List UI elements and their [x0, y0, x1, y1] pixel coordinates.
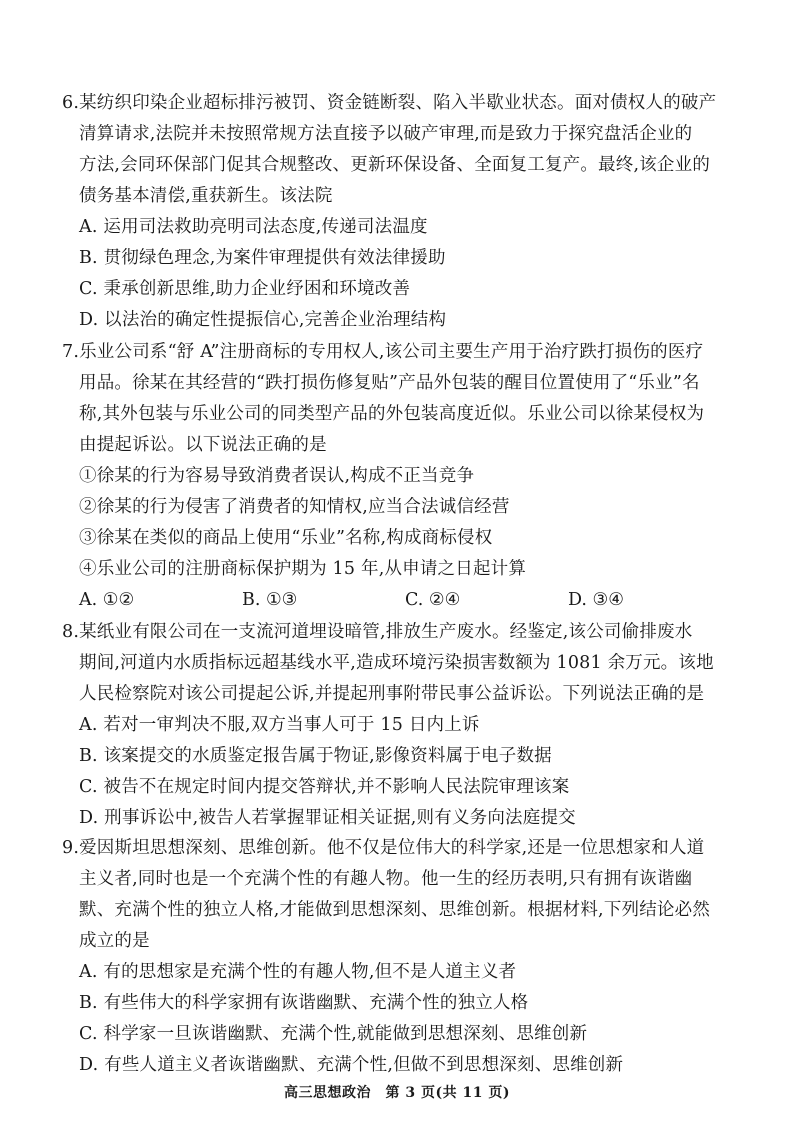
question-7-stem-line: 由提起诉讼。以下说法正确的是	[79, 435, 327, 455]
question-7-statement-4: ④乐业公司的注册商标保护期为 15 年,从申请之日起计算	[79, 559, 527, 579]
question-6-option-a: A. 运用司法救助亮明司法态度,传递司法温度	[79, 217, 428, 237]
question-7-choice-d: D. ③④	[568, 590, 624, 610]
question-9	[62, 833, 732, 1081]
question-7-statement-1: ①徐某的行为容易导致消费者误认,构成不正当竞争	[79, 466, 475, 486]
question-8-option-c: C. 被告不在规定时间内提交答辩状,并不影响人民法院审理该案	[79, 777, 570, 797]
question-8-option-d: D. 刑事诉讼中,被告人若掌握罪证相关证据,则有义务向法庭提交	[79, 808, 576, 828]
question-9-stem-line: 9.爱因斯坦思想深刻、思维创新。他不仅是位伟大的科学家,还是一位思想家和人道	[62, 838, 705, 858]
question-6	[62, 88, 732, 336]
question-9-stem-line: 主义者,同时也是一个充满个性的有趣人物。他一生的经历表明,只有拥有诙谐幽	[79, 869, 693, 889]
question-8-stem-line: 人民检察院对该公司提起公诉,并提起刑事附带民事公益诉讼。下列说法正确的是	[79, 684, 705, 704]
question-7-choice-a: A. ①②	[79, 590, 135, 610]
question-8-option-a: A. 若对一审判决不服,双方当事人可于 15 日内上诉	[79, 715, 480, 735]
question-6-stem-line: 方法,会同环保部门促其合规整改、更新环保设备、全面复工复产。最终,该企业的	[79, 155, 711, 175]
question-7-stem-line: 7.乐业公司系“舒 A”注册商标的专用权人,该公司主要生产用于治疗跌打损伤的医疗	[62, 342, 704, 362]
question-7-choice-b: B. ①③	[242, 590, 298, 610]
page-footer: 高三思想政治 第 3 页(共 11 页)	[284, 1085, 510, 1101]
question-9-option-d: D. 有些人道主义者诙谐幽默、充满个性,但做不到思想深刻、思维创新	[79, 1055, 624, 1075]
question-9-option-a: A. 有的思想家是充满个性的有趣人物,但不是人道主义者	[79, 962, 517, 982]
question-6-option-d: D. 以法治的确定性提振信心,完善企业治理结构	[79, 310, 447, 330]
question-7-statement-3: ③徐某在类似的商品上使用“乐业”名称,构成商标侵权	[79, 528, 493, 548]
question-9-stem-line: 成立的是	[79, 931, 150, 951]
question-9-stem-line: 默、充满个性的独立人格,才能做到思想深刻、思维创新。根据材料,下列结论必然	[79, 900, 711, 920]
question-8-stem-line: 8.某纸业有限公司在一支流河道埋设暗管,排放生产废水。经鉴定,该公司偷排废水	[62, 622, 693, 642]
question-7-choice-c: C. ②④	[405, 590, 461, 610]
question-6-stem-line: 清算请求,法院并未按照常规方法直接予以破产审理,而是致力于探究盘活企业的	[79, 124, 693, 144]
question-7	[62, 337, 732, 616]
question-6-option-c: C. 秉承创新思维,助力企业纾困和环境改善	[79, 279, 411, 299]
question-6-option-b: B. 贯彻绿色理念,为案件审理提供有效法律援助	[79, 248, 446, 268]
question-7-statement-2: ②徐某的行为侵害了消费者的知情权,应当合法诚信经营	[79, 497, 510, 517]
question-8	[62, 617, 732, 834]
question-8-stem-line: 期间,河道内水质指标远超基线水平,造成环境污染损害数额为 1081 余万元。该地	[79, 653, 714, 673]
question-7-stem-line: 称,其外包装与乐业公司的同类型产品的外包装高度近似。乐业公司以徐某侵权为	[79, 404, 705, 424]
question-7-choices	[62, 585, 732, 616]
question-7-stem-line: 用品。徐某在其经营的“跌打损伤修复贴”产品外包装的醒目位置使用了“乐业”名	[79, 373, 700, 393]
question-6-stem-line: 6.某纺织印染企业超标排污被罚、资金链断裂、陷入半歇业状态。面对债权人的破产	[62, 93, 717, 113]
question-8-option-b: B. 该案提交的水质鉴定报告属于物证,影像资料属于电子数据	[79, 746, 552, 766]
question-9-option-c: C. 科学家一旦诙谐幽默、充满个性,就能做到思想深刻、思维创新	[79, 1024, 588, 1044]
question-9-option-b: B. 有些伟大的科学家拥有诙谐幽默、充满个性的独立人格	[79, 993, 529, 1013]
question-6-stem-line: 债务基本清偿,重获新生。该法院	[79, 186, 333, 206]
